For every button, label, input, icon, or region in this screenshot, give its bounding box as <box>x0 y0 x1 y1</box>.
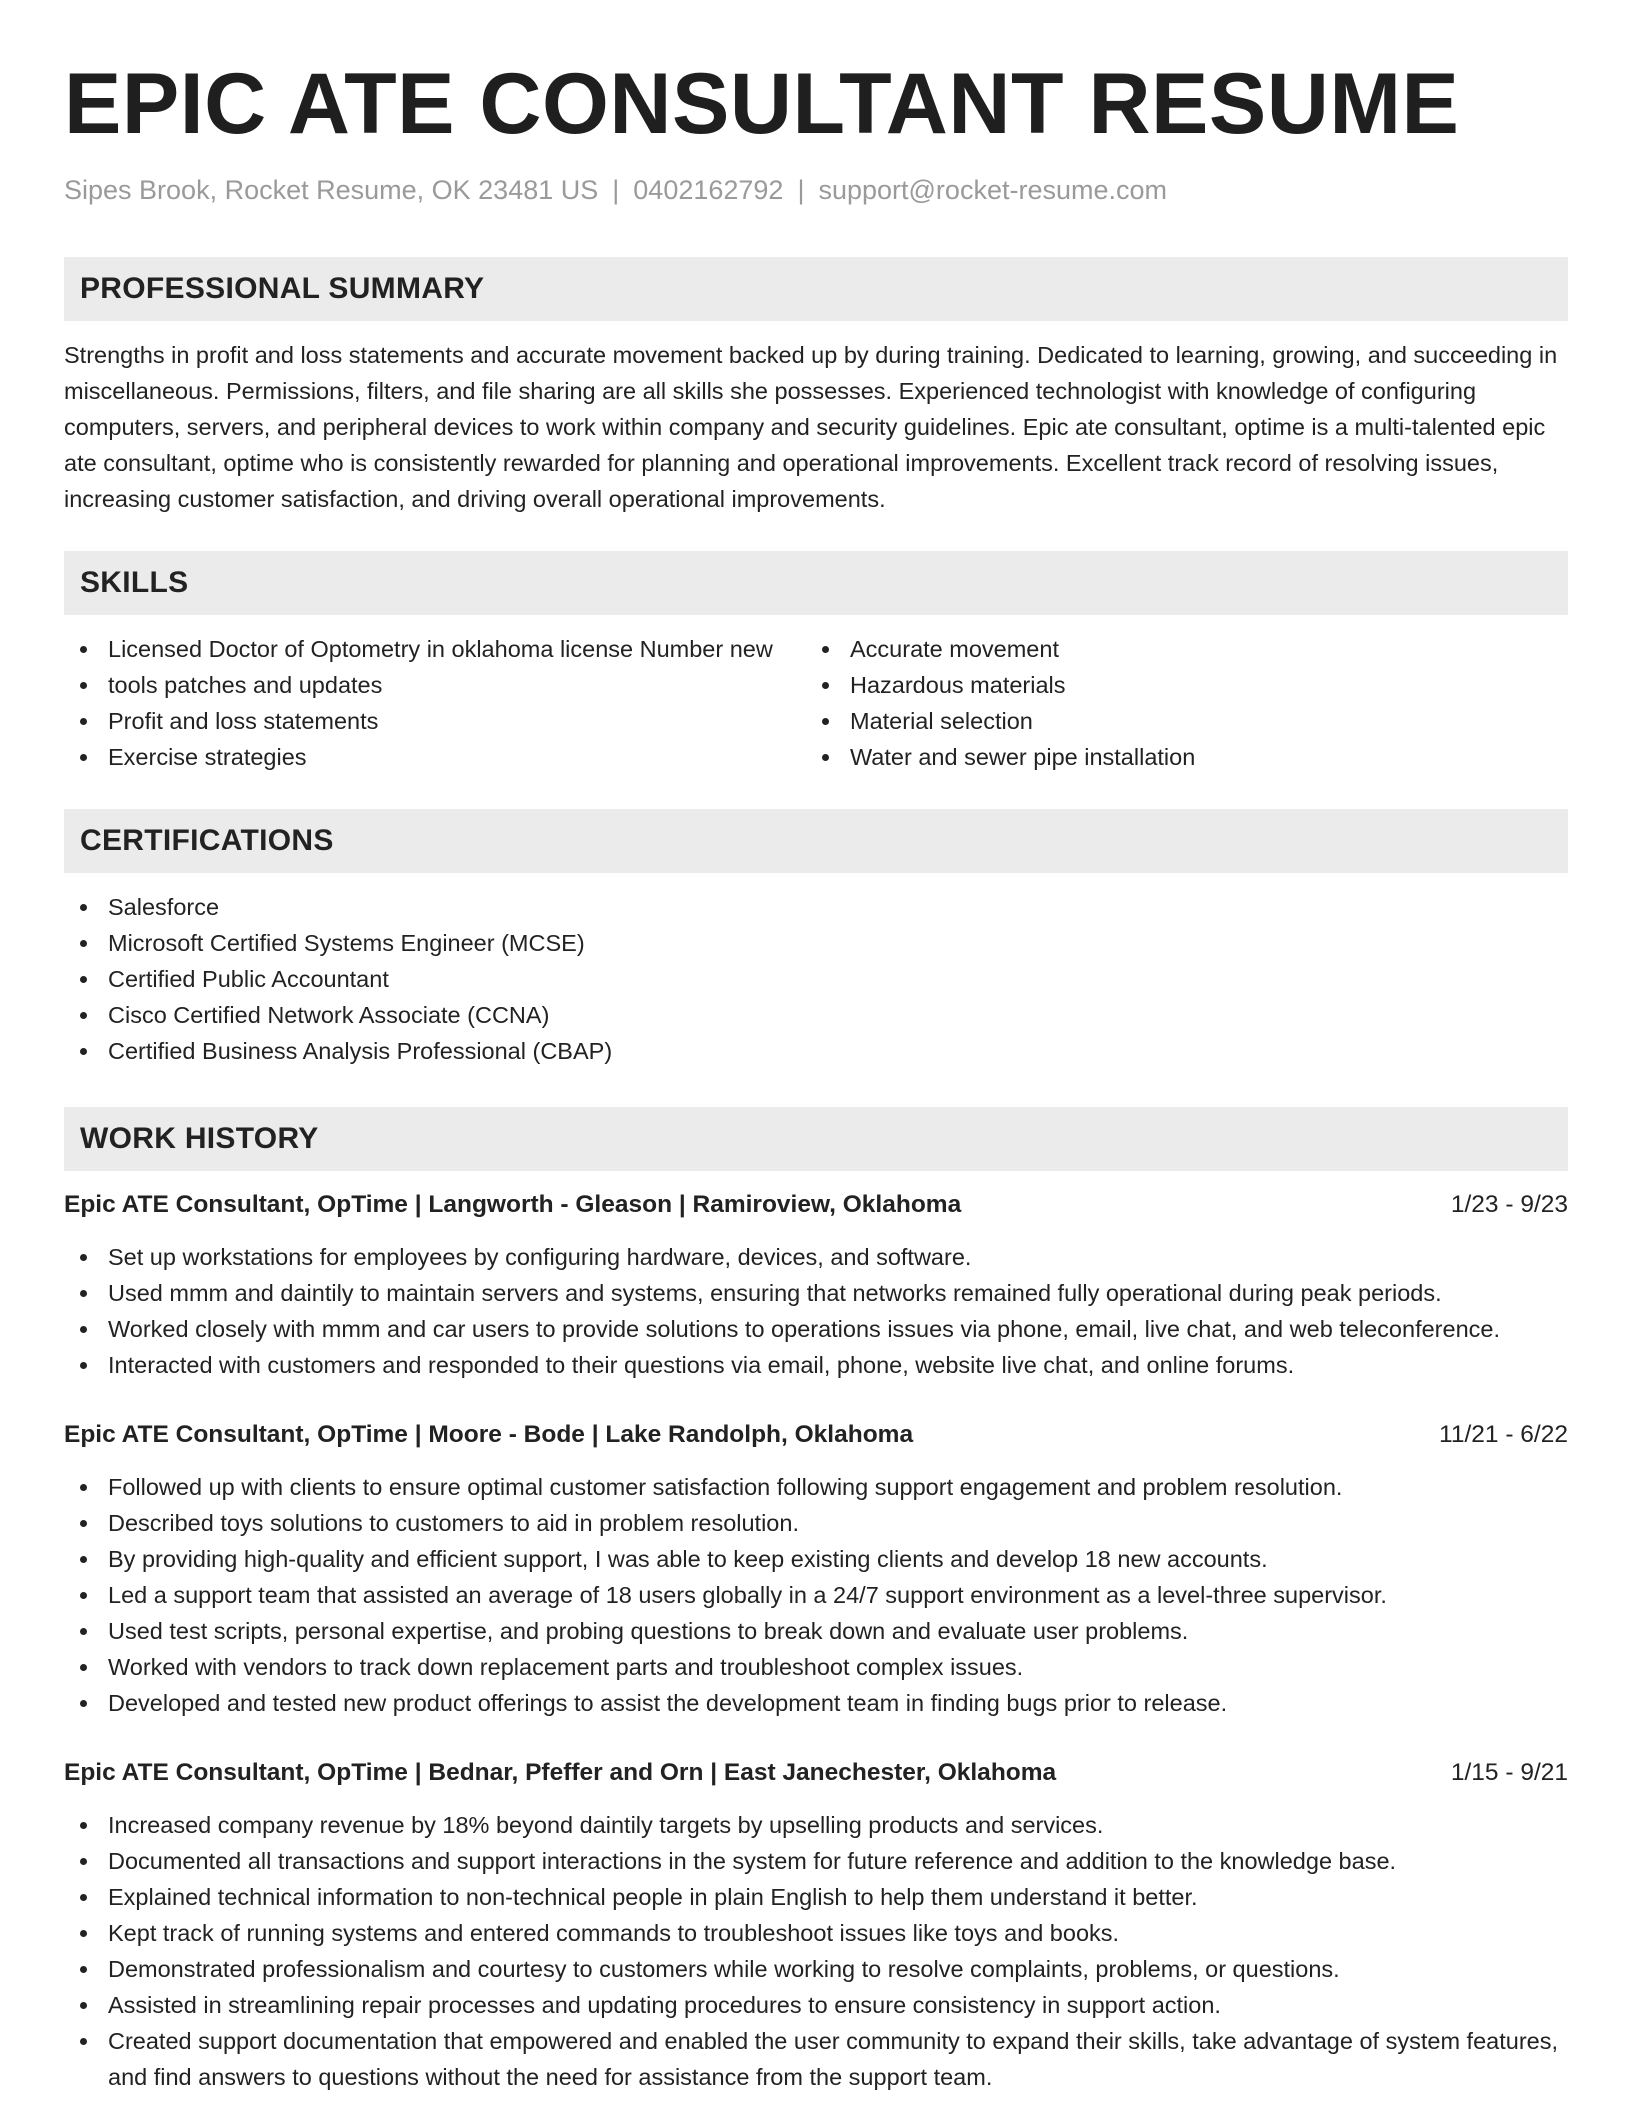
skills-list-right <box>806 631 1548 775</box>
job-bullet: Used test scripts, personal expertise, and probing questions to break down and evaluate user problems. <box>64 1613 1568 1649</box>
job-bullet: Worked with vendors to track down replacement parts and troubleshoot complex issues. <box>64 1649 1568 1685</box>
job-bullet: Led a support team that assisted an average of 18 users globally in a 24/7 support environment as a level-three supervisor. <box>64 1577 1568 1613</box>
job-bullet: Created support documentation that empowered and enabled the user community to expand their skills, take advantage of system features, and find answers to questions without the need for assistance from the support team. <box>64 2023 1568 2095</box>
job-header <box>64 1187 1568 1223</box>
job-bullet: Demonstrated professionalism and courtesy to customers while working to resolve complaints, problems, or questions. <box>64 1951 1568 1987</box>
contact-line <box>64 172 1568 208</box>
skill-item: Water and sewer pipe installation <box>806 739 1548 775</box>
job-entry <box>64 1755 1568 2095</box>
skills-list-left <box>64 631 806 775</box>
section-header-skills: SKILLS <box>64 551 1568 615</box>
skill-item: Hazardous materials <box>806 667 1548 703</box>
section-header-certifications: CERTIFICATIONS <box>64 809 1568 873</box>
contact-separator: | <box>612 175 620 205</box>
job-bullet: Increased company revenue by 18% beyond daintily targets by upselling products and services. <box>64 1807 1568 1843</box>
job-bullet: Developed and tested new product offerings to assist the development team in finding bugs prior to release. <box>64 1685 1568 1721</box>
contact-separator: | <box>797 175 805 205</box>
certification-item: Microsoft Certified Systems Engineer (MCSE) <box>64 925 1568 961</box>
job-bullets <box>64 1469 1568 1721</box>
skill-item: Exercise strategies <box>64 739 806 775</box>
job-header <box>64 1755 1568 1791</box>
skill-item: Licensed Doctor of Optometry in oklahoma license Number new <box>64 631 806 667</box>
job-dates: 1/15 - 9/21 <box>1450 1759 1568 1786</box>
job-bullets <box>64 1239 1568 1383</box>
skill-item: Accurate movement <box>806 631 1548 667</box>
job-bullet: Explained technical information to non-technical people in plain English to help them understand it better. <box>64 1879 1568 1915</box>
summary-text: Strengths in profit and loss statements and accurate movement backed up by during training. Dedicated to learning, growing, and succeeding in miscellaneous. Permissions, filters, and file sharing are all skills she possesses. Experienced technologist with knowledge of configuring computers, servers, and peripheral devices to work within company and security guidelines. Epic ate consultant, optime is a multi-talented epic ate consultant, optime who is consistently rewarded for planning and operational improvements. Excellent track record of resolving issues, increasing customer satisfaction, and driving overall operational improvements. <box>64 342 1558 512</box>
job-dates: 1/23 - 9/23 <box>1450 1191 1568 1218</box>
contact-address: Sipes Brook, Rocket Resume, OK 23481 US <box>64 175 599 205</box>
contact-phone[interactable]: 0402162792 <box>633 175 784 205</box>
job-bullet: Used mmm and daintily to maintain servers and systems, ensuring that networks remained fully operational during peak periods. <box>64 1275 1568 1311</box>
skill-item: Profit and loss statements <box>64 703 806 739</box>
certification-list <box>64 889 1568 1069</box>
skills-grid <box>64 631 1568 775</box>
job-bullet: Worked closely with mmm and car users to provide solutions to operations issues via phone, email, live chat, and web teleconference. <box>64 1311 1568 1347</box>
job-bullet: By providing high-quality and efficient support, I was able to keep existing clients and develop 18 new accounts. <box>64 1541 1568 1577</box>
resume-title: EPIC ATE CONSULTANT RESUME <box>64 56 1460 152</box>
job-bullet: Set up workstations for employees by configuring hardware, devices, and software. <box>64 1239 1568 1275</box>
section-header-summary: PROFESSIONAL SUMMARY <box>64 257 1568 321</box>
certification-item: Cisco Certified Network Associate (CCNA) <box>64 997 1568 1033</box>
job-bullets <box>64 1807 1568 2095</box>
certification-item: Certified Business Analysis Professional (CBAP) <box>64 1033 1568 1069</box>
job-title: Epic ATE Consultant, OpTime | Moore - Bode | Lake Randolph, Oklahoma <box>64 1421 914 1448</box>
certification-item: Salesforce <box>64 889 1568 925</box>
skill-item: Material selection <box>806 703 1548 739</box>
job-entry <box>64 1187 1568 1383</box>
skill-item: tools patches and updates <box>64 667 806 703</box>
job-bullet: Assisted in streamlining repair processes and updating procedures to ensure consistency in support action. <box>64 1987 1568 2023</box>
job-bullet: Kept track of running systems and entered commands to troubleshoot issues like toys and books. <box>64 1915 1568 1951</box>
job-title: Epic ATE Consultant, OpTime | Langworth - Gleason | Ramiroview, Oklahoma <box>64 1191 962 1218</box>
job-entry <box>64 1417 1568 1721</box>
job-header <box>64 1417 1568 1453</box>
contact-email[interactable]: support@rocket-resume.com <box>818 175 1167 205</box>
job-bullet: Interacted with customers and responded to their questions via email, phone, website live chat, and online forums. <box>64 1347 1568 1383</box>
section-header-work-history: WORK HISTORY <box>64 1107 1568 1171</box>
job-bullet: Followed up with clients to ensure optimal customer satisfaction following support engagement and problem resolution. <box>64 1469 1568 1505</box>
job-title: Epic ATE Consultant, OpTime | Bednar, Pfeffer and Orn | East Janechester, Oklahoma <box>64 1759 1057 1786</box>
job-bullet: Documented all transactions and support interactions in the system for future reference and addition to the knowledge base. <box>64 1843 1568 1879</box>
job-bullet: Described toys solutions to customers to aid in problem resolution. <box>64 1505 1568 1541</box>
certification-item: Certified Public Accountant <box>64 961 1568 997</box>
job-dates: 11/21 - 6/22 <box>1439 1421 1568 1448</box>
